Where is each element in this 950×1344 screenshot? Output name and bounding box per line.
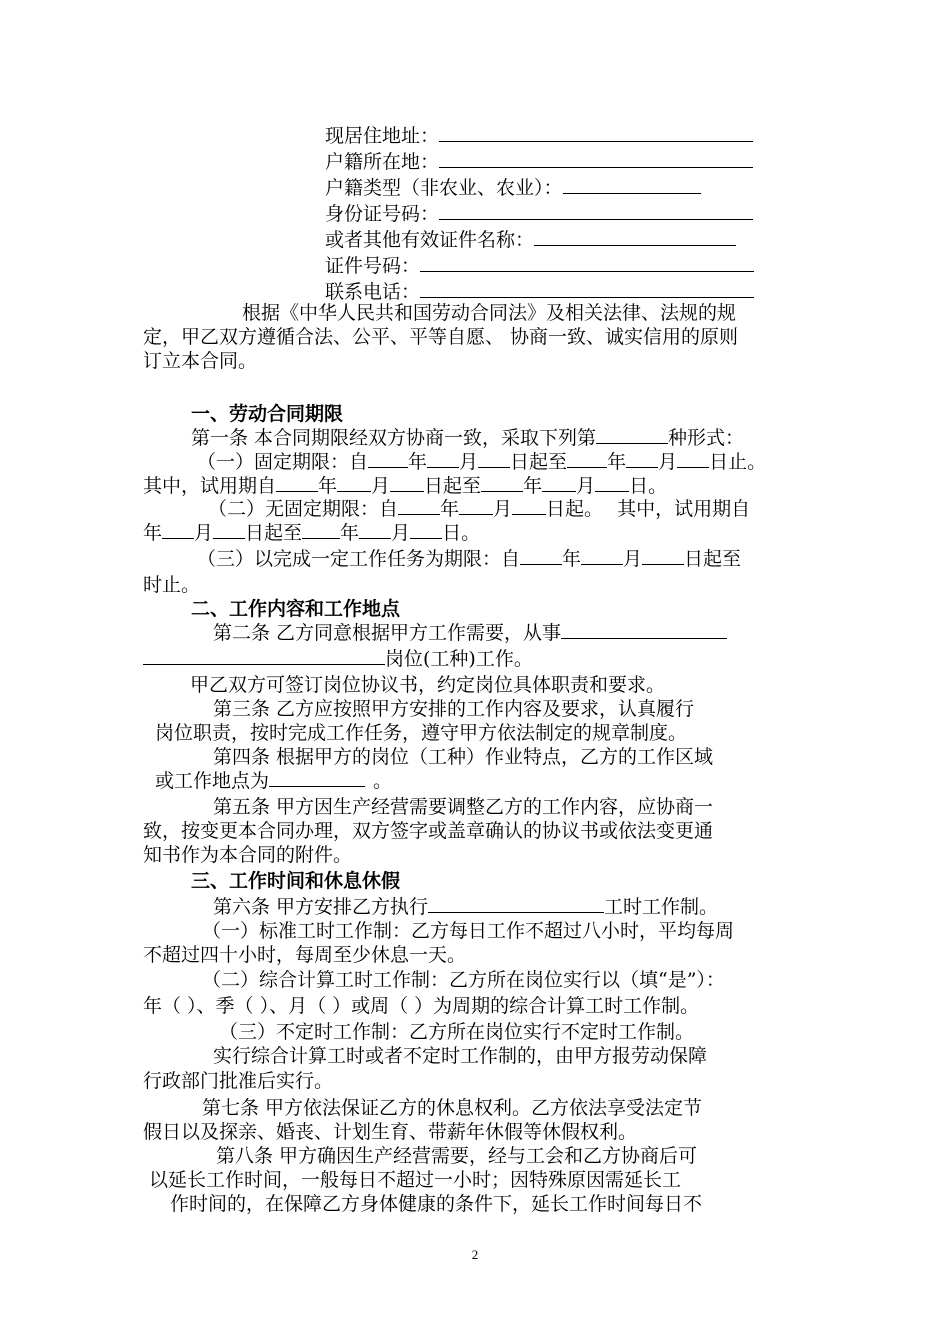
work-place-end: 。 [373, 770, 393, 792]
address-label: 现居住地址： [325, 125, 440, 147]
fixed-term-label: （一）固定期限：自 [197, 451, 369, 473]
trial-start-month-blank[interactable] [337, 476, 371, 492]
month-text: 月 [576, 475, 596, 497]
trial-end-month-blank[interactable] [542, 476, 576, 492]
article-6 [213, 896, 718, 918]
article-5-line-2: 致，按变更本合同办理，双方签字或盖章确认的协议书或依法变更通 [143, 820, 714, 842]
fixed-trial-line [143, 475, 667, 497]
fixed-start-month-blank[interactable] [427, 452, 459, 468]
year-text: 年 [562, 548, 582, 570]
open-start-day-blank[interactable] [512, 499, 546, 515]
intro-line-3: 订立本合同。 [143, 350, 258, 372]
fixed-end-year-blank[interactable] [567, 452, 607, 468]
trial-end-day-blank[interactable] [595, 476, 629, 492]
month-text: 月 [623, 548, 643, 570]
fixed-term-line [197, 451, 766, 473]
fixed-end-month-blank[interactable] [626, 452, 658, 468]
flexible-hours-line: （三）不定时工作制：乙方所在岗位实行不定时工作制。 [219, 1021, 695, 1043]
task-start-day-blank[interactable] [642, 549, 684, 565]
trial-label: 其中，试用期自 [143, 475, 277, 497]
approval-note-line-1: 实行综合计算工时或者不定时工作制的，由甲方报劳动保障 [213, 1045, 708, 1067]
article-2-text: 第二条 乙方同意根据甲方工作需要，从事 [213, 622, 562, 644]
open-trial-line [143, 522, 480, 544]
article-2-line-3: 甲乙双方可签订岗位协议书，约定岗位具体职责和要求。 [190, 674, 666, 696]
day-from-to-text: 日起至 [245, 522, 303, 544]
hukou-type-line [325, 177, 701, 199]
hukou-type-label: 户籍类型（非农业、农业）： [325, 177, 563, 199]
fixed-start-day-blank[interactable] [478, 452, 510, 468]
day-from-to-text: 日起至 [424, 475, 482, 497]
year-text: 年 [340, 522, 360, 544]
phone-label: 联系电话： [325, 281, 421, 303]
year-text: 年 [607, 451, 627, 473]
fixed-end-day-blank[interactable] [677, 452, 709, 468]
job-blank[interactable] [561, 623, 727, 639]
article-8-line-3: 作时间的，在保障乙方身体健康的条件下，延长工作时间每日不 [170, 1193, 703, 1215]
hukou-type-blank[interactable] [563, 178, 701, 194]
article-2-line-1 [213, 622, 727, 644]
article-1 [191, 427, 744, 449]
address-blank[interactable] [439, 126, 753, 142]
comprehensive-hours-line-1: （二）综合计算工时工作制：乙方所在岗位实行以（填“是”）： [202, 969, 725, 991]
month-text: 月 [493, 498, 513, 520]
open-trial-end-day-blank[interactable] [410, 523, 442, 539]
year-text: 年 [318, 475, 338, 497]
day-from-to-text: 日起至 [510, 451, 568, 473]
trial-end-year-blank[interactable] [481, 476, 523, 492]
id-number-label: 身份证号码： [325, 203, 440, 225]
work-place-blank[interactable] [269, 771, 365, 787]
comprehensive-hours-line-2: 年（ ）、季（ ）、月（ ）或周（ ）为周期的综合计算工时工作制。 [143, 995, 700, 1017]
cert-number-line [325, 255, 754, 277]
open-term-line [208, 498, 750, 520]
phone-line [325, 281, 754, 303]
other-id-label: 或者其他有效证件名称： [325, 229, 535, 251]
month-text: 月 [371, 475, 391, 497]
open-trial-end-year-blank[interactable] [302, 523, 340, 539]
hukou-place-blank[interactable] [439, 152, 753, 168]
year-text: 年 [440, 498, 460, 520]
work-hour-system-blank[interactable] [428, 897, 604, 913]
hukou-place-line [325, 151, 753, 173]
other-id-blank[interactable] [534, 230, 736, 246]
article-7-line-1: 第七条 甲方依法保证乙方的休息权利。乙方依法享受法定节 [202, 1097, 703, 1119]
intro-line-1: 根据《中华人民共和国劳动合同法》及相关法律、法规的规 [242, 302, 737, 324]
work-place-label: 或工作地点为 [155, 770, 270, 792]
cert-number-blank[interactable] [420, 256, 754, 272]
article-2-text-end: 岗位(工种)工作。 [385, 648, 533, 670]
cert-number-label: 证件号码： [325, 255, 421, 277]
trial-start-year-blank[interactable] [276, 476, 318, 492]
article-8-line-2: 以延长工作时间，一般每日不超过一小时；因特殊原因需延长工 [149, 1169, 682, 1191]
month-text: 月 [459, 451, 479, 473]
day-text: 日。 [442, 522, 481, 544]
article-3-line-1: 第三条 乙方应按照甲方安排的工作内容及要求，认真履行 [213, 698, 695, 720]
day-start-text: 日起。 [546, 498, 604, 520]
month-text: 月 [194, 522, 214, 544]
day-end-text: 日止。 [709, 451, 767, 473]
hukou-place-label: 户籍所在地： [325, 151, 440, 173]
article-6-text: 第六条 甲方安排乙方执行 [213, 896, 429, 918]
open-trial-end-month-blank[interactable] [359, 523, 391, 539]
page-number: 2 [471, 1247, 479, 1262]
article-6-text-end: 工时工作制。 [604, 896, 719, 918]
article-1-text-end: 种形式： [668, 427, 745, 449]
open-trial-month-blank[interactable] [162, 523, 194, 539]
month-text: 月 [391, 522, 411, 544]
article-2-line-2 [143, 648, 533, 670]
task-end-line: 时止。 [143, 574, 201, 596]
article-4-line-2 [155, 770, 392, 792]
id-number-blank[interactable] [439, 204, 753, 220]
task-term-label: （三）以完成一定工作任务为期限：自 [197, 548, 521, 570]
open-start-month-blank[interactable] [459, 499, 493, 515]
article-1-text: 第一条 本合同期限经双方协商一致，采取下列第 [191, 427, 597, 449]
standard-hours-line-2: 不超过四十小时，每周至少休息一天。 [143, 944, 467, 966]
trial-start-day-blank[interactable] [390, 476, 424, 492]
section-3-heading: 三、工作时间和休息休假 [191, 870, 401, 892]
standard-hours-line-1: （一）标准工时工作制：乙方每日工作不超过八小时，平均每周 [202, 920, 735, 942]
section-1-heading: 一、劳动合同期限 [191, 403, 344, 425]
form-choice-blank[interactable] [596, 428, 668, 444]
phone-blank[interactable] [420, 282, 754, 298]
task-start-year-blank[interactable] [520, 549, 562, 565]
open-term-label: （二）无固定期限：自 [208, 498, 399, 520]
year-text: 年 [408, 451, 428, 473]
intro-line-2: 定，甲乙双方遵循合法、公平、平等自愿、 协商一致、诚实信用的原则 [143, 326, 739, 348]
section-2-heading: 二、工作内容和工作地点 [191, 598, 401, 620]
task-start-month-blank[interactable] [581, 549, 623, 565]
article-4-line-1: 第四条 根据甲方的岗位（工种）作业特点，乙方的工作区域 [213, 746, 714, 768]
open-trial-day-blank[interactable] [213, 523, 245, 539]
day-text: 日。 [629, 475, 668, 497]
task-term-line [197, 548, 741, 570]
address-line [325, 125, 753, 147]
article-5-line-3: 知书作为本合同的附件。 [143, 844, 353, 866]
open-trial-label: 其中，试用期自 [617, 498, 751, 520]
article-8-line-1: 第八条 甲方确因生产经营需要，经与工会和乙方协商后可 [216, 1145, 698, 1167]
month-text: 月 [658, 451, 678, 473]
article-7-line-2: 假日以及探亲、婚丧、计划生育、带薪年休假等休假权利。 [143, 1121, 638, 1143]
other-id-line [325, 229, 736, 251]
approval-note-line-2: 行政部门批准后实行。 [143, 1070, 334, 1092]
id-number-line [325, 203, 753, 225]
year-text: 年 [523, 475, 543, 497]
year-text: 年 [143, 522, 163, 544]
article-5-line-1: 第五条 甲方因生产经营需要调整乙方的工作内容，应协商一 [213, 796, 714, 818]
day-from-to-text: 日起至 [684, 548, 742, 570]
job-blank-continued[interactable] [143, 649, 385, 665]
fixed-start-year-blank[interactable] [368, 452, 408, 468]
open-start-year-blank[interactable] [398, 499, 440, 515]
article-3-line-2: 岗位职责，按时完成工作任务，遵守甲方依法制定的规章制度。 [155, 722, 688, 744]
